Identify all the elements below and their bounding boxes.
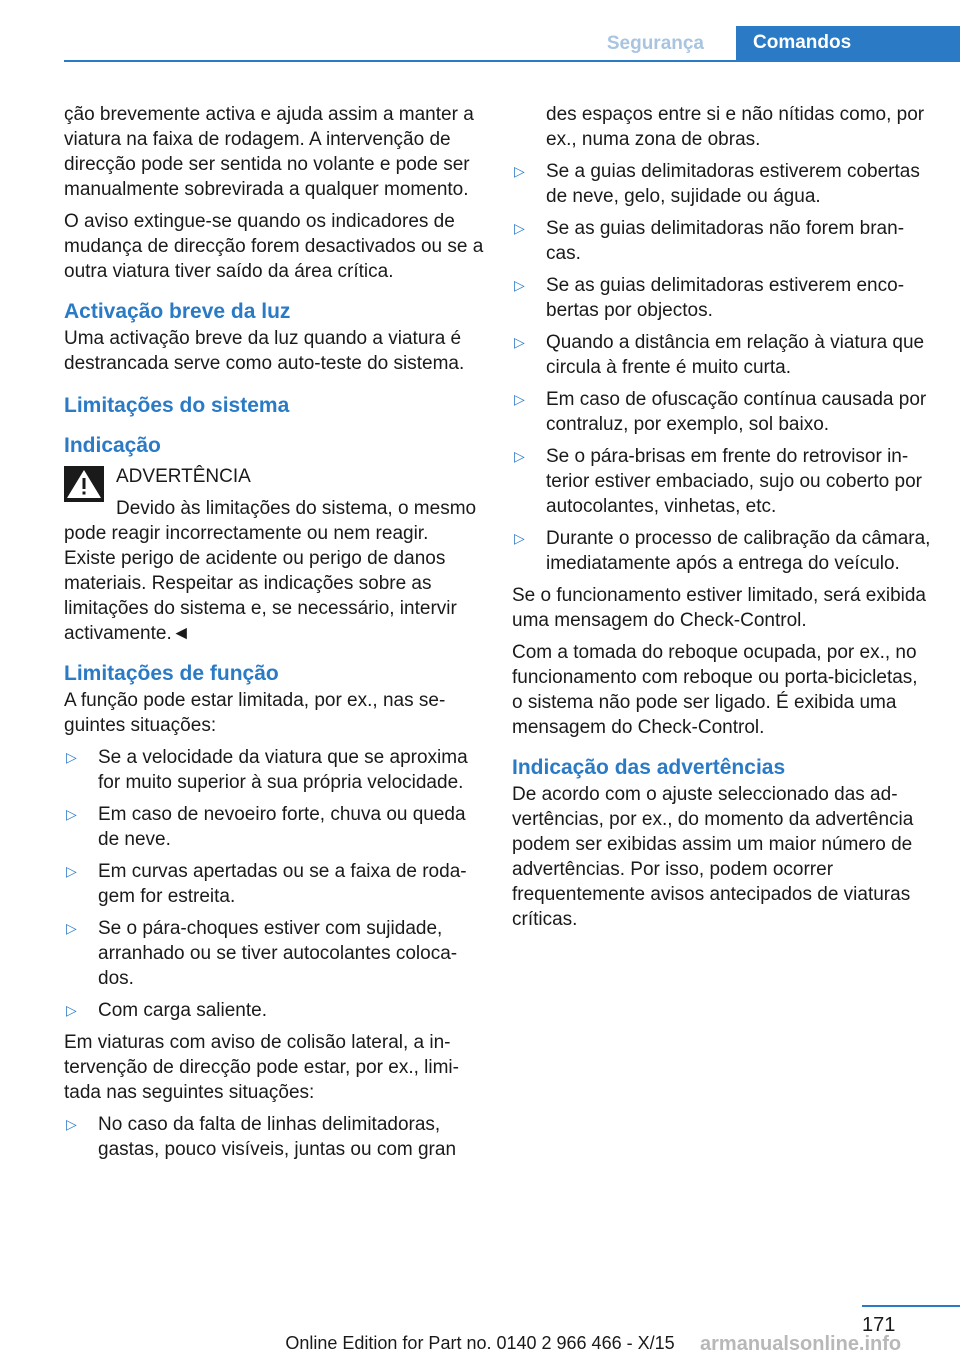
bullet-list — [512, 159, 932, 576]
header-rule — [64, 60, 960, 62]
heading-activacao: Activação breve da luz — [64, 300, 291, 323]
left-column — [64, 102, 484, 1169]
paragraph: Em viaturas com aviso de colisão lateral, a intervenção de direcção pode estar, por ex., limitada nas seguintes situações: — [64, 1032, 459, 1103]
paragraph: ção brevemente activa e ajuda assim a manter a viatura na faixa de rodagem. A intervenção de direcção pode ser sentida no volante e pode ser manualmente sobrevirada a qualquer momento. — [64, 104, 474, 200]
bullet-triangle-icon: ▷ — [66, 749, 77, 765]
heading-limitacoes: Limitações do sistema — [64, 394, 290, 417]
warning-text: Devido às limitações do sistema, o mesmo pode reagir incorrectamente ou nem reagir. Existe perigo de acidente ou perigo de danos materiais. Respeitar as indicações sobre as limitações do sistema e, se necessário, intervir activamente.◄ — [64, 498, 477, 644]
list-item: ▷ Se as guias delimitadoras não forem brancas. — [514, 218, 905, 264]
header-active-tab: Comandos — [736, 26, 960, 62]
list-item: ▷ Em caso de ofuscação contínua causada por contraluz, por exemplo, sol baixo. — [514, 389, 927, 435]
paragraph: A função pode estar limitada, por ex., nas seguintes situações: — [64, 690, 446, 736]
edition-note: Online Edition for Part no. 0140 2 966 466 - X/15 — [285, 1333, 675, 1353]
bullet-triangle-icon: ▷ — [66, 863, 77, 879]
list-item: ▷ Se a velocidade da viatura que se aproxima for muito superior à sua própria velocidade. — [66, 747, 468, 793]
watermark: armanualsonline.info — [700, 1333, 902, 1355]
list-item-continued: des espaços entre si e não nítidas como, por ex., numa zona de obras. — [546, 104, 925, 150]
page-number: 171 — [862, 1314, 896, 1336]
page-header — [0, 0, 960, 62]
bullet-triangle-icon: ▷ — [66, 920, 77, 936]
header-section-label: Segurança — [606, 33, 704, 54]
heading-advertencias: Indicação das advertências — [512, 756, 786, 779]
list-item: ▷ Se o pára-choques estiver com sujidade, arranhado ou se tiver autocolantes colocados. — [66, 918, 458, 989]
bullet-triangle-icon: ▷ — [514, 220, 525, 236]
paragraph: O aviso extingue-se quando os indicadores de mudança de direcção forem desactivados ou se a outra viatura tiver saído da área crítica. — [64, 211, 484, 282]
bullet-triangle-icon: ▷ — [66, 1116, 77, 1132]
warning-triangle-icon — [64, 466, 104, 502]
list-item: ▷ Se as guias delimitadoras estiverem encobertas por objectos. — [514, 275, 905, 321]
bullet-list — [64, 745, 484, 1023]
warning-title: ADVERTÊNCIA — [116, 466, 251, 487]
bullet-list — [64, 1112, 484, 1162]
bullet-triangle-icon: ▷ — [514, 163, 525, 179]
list-item: ▷ No caso da falta de linhas delimitadoras, gastas, pouco visíveis, juntas ou com gran — [66, 1114, 457, 1160]
list-item: ▷ Quando a distância em relação à viatura que circula à frente é muito curta. — [514, 332, 925, 378]
bullet-triangle-icon: ▷ — [66, 1002, 77, 1018]
list-item: ▷ Em caso de nevoeiro forte, chuva ou queda de neve. — [66, 804, 466, 850]
paragraph: Uma activação breve da luz quando a viatura é destrancada serve como auto-teste do sistema. — [64, 328, 465, 374]
bullet-triangle-icon: ▷ — [514, 448, 525, 464]
paragraph: De acordo com o ajuste seleccionado das advertências, por ex., do momento da advertência podem ser exibidas assim um maior número de advertências. Por isso, podem ocorrer frequentemente avisos antecipados de viaturas críticas. — [512, 784, 914, 930]
footer-rule — [862, 1305, 960, 1307]
bullet-triangle-icon: ▷ — [514, 391, 525, 407]
bullet-triangle-icon: ▷ — [514, 277, 525, 293]
bullet-triangle-icon: ▷ — [66, 806, 77, 822]
bullet-triangle-icon: ▷ — [514, 334, 525, 350]
list-item: ▷ Em curvas apertadas ou se a faixa de rodagem for estreita. — [66, 861, 467, 907]
heading-funcao: Limitações de função — [64, 662, 279, 685]
list-item: ▷ Se a guias delimitadoras estiverem cobertas de neve, gelo, sujidade ou água. — [514, 161, 920, 207]
list-item: ▷ Durante o processo de calibração da câmara, imediatamente após a entrega do veículo. — [514, 528, 931, 574]
bullet-list-continued — [512, 102, 932, 152]
paragraph: Se o funcionamento estiver limitado, será exibida uma mensagem do Check-Control. — [512, 585, 927, 631]
warning-block — [64, 460, 484, 646]
paragraph: Com a tomada do reboque ocupada, por ex., no funcionamento com reboque ou porta-bicicletas, o sistema não pode ser ligado. É exibida uma mensagem do Check-Control. — [512, 642, 918, 738]
bullet-triangle-icon: ▷ — [514, 530, 525, 546]
list-item: ▷ Com carga saliente. — [66, 1000, 267, 1021]
right-column — [512, 102, 932, 939]
heading-indicacao: Indicação — [64, 434, 161, 457]
list-item: ▷ Se o pára-brisas em frente do retrovisor interior estiver embaciado, sujo ou coberto por autocolantes, vinhetas, etc. — [514, 446, 922, 517]
